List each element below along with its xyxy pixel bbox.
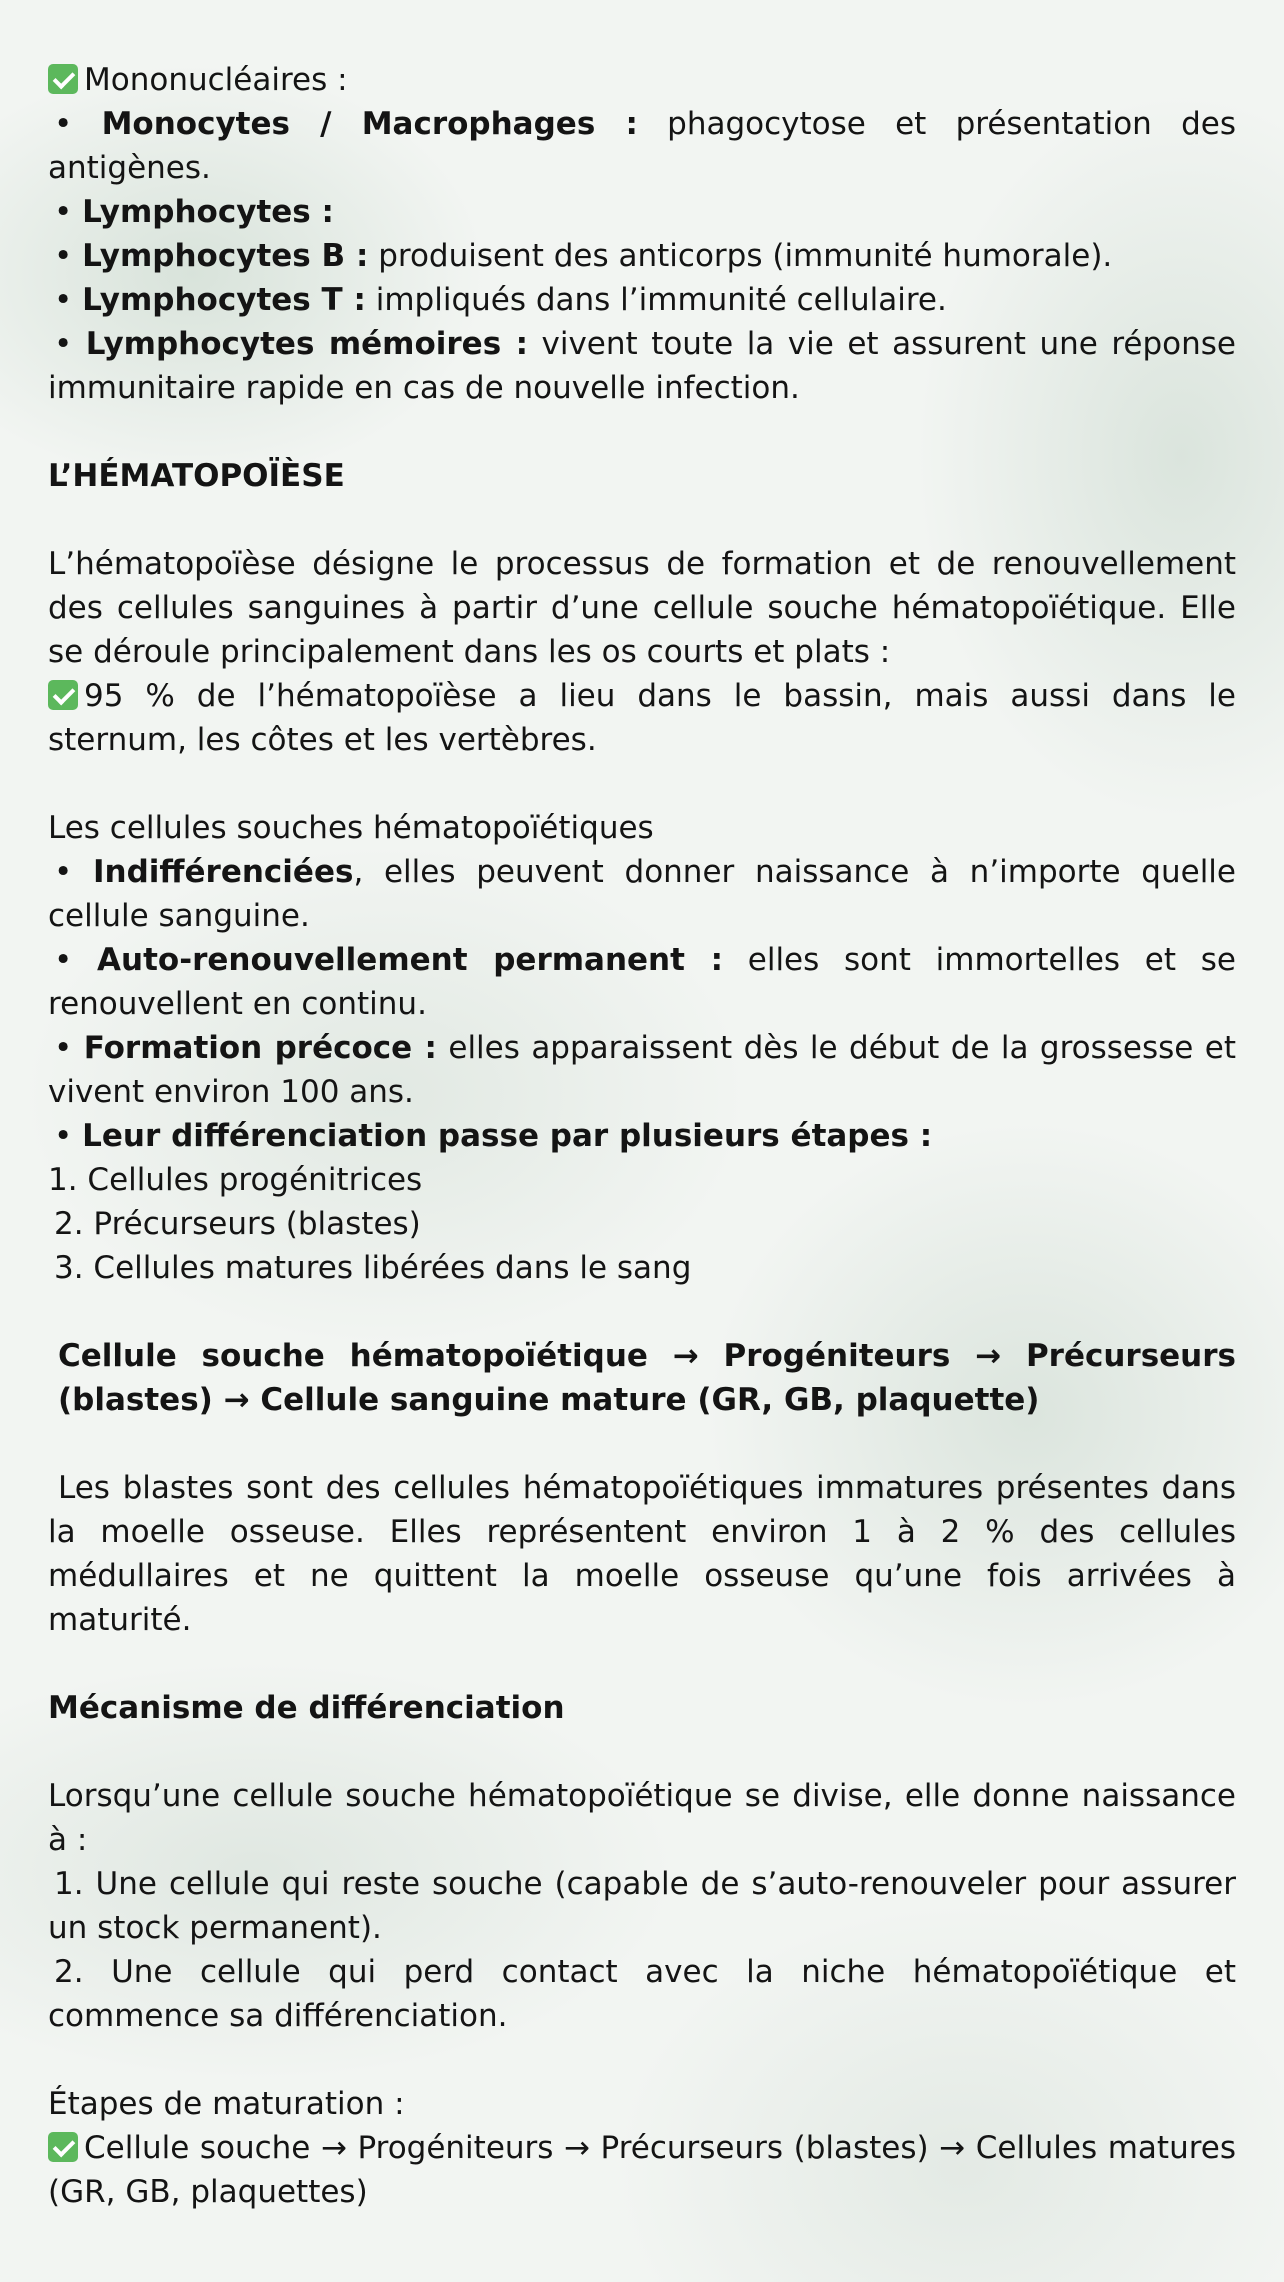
- flow-line: Cellule souche hématopoïétique → Progéniteurs → Précurseurs (blastes) → Cellule sanguine mature (GR, GB, plaquette): [58, 1338, 1236, 1418]
- section-heading: L’HÉMATOPOÏÈSE: [48, 458, 345, 494]
- document-body: [48, 58, 1236, 2214]
- stem-cells-title: Les cellules souches hématopoïétiques: [48, 810, 654, 846]
- list-item: • Lymphocytes :: [54, 194, 334, 230]
- maturation-title: Étapes de maturation :: [48, 2086, 405, 2122]
- list-item: • Monocytes / Macrophages : phagocytose et présentation des antigènes.: [48, 106, 1236, 186]
- list-item: • Lymphocytes mémoires : vivent toute la vie et assurent une réponse immunitaire rapide en cas de nouvelle infection.: [48, 326, 1236, 406]
- maturation-flow: Cellule souche → Progéniteurs → Précurseurs (blastes) → Cellules matures (GR, GB, plaquettes): [48, 2130, 1236, 2210]
- check-mark-icon: [48, 680, 78, 710]
- hematopoiesis-fact: 95 % de l’hématopoïèse a lieu dans le bassin, mais aussi dans le sternum, les côtes et les vertèbres.: [48, 678, 1236, 758]
- list-item: 2. Une cellule qui perd contact avec la niche hématopoïétique et commence sa différenciation.: [48, 1954, 1236, 2034]
- list-item: • Indifférenciées, elles peuvent donner naissance à n’importe quelle cellule sanguine.: [48, 854, 1236, 934]
- list-item: • Formation précoce : elles apparaissent dès le début de la grossesse et vivent environ 100 ans.: [48, 1030, 1236, 1110]
- step-item: 1. Cellules progénitrices: [48, 1162, 423, 1198]
- step-item: 3. Cellules matures libérées dans le sang: [54, 1250, 692, 1286]
- list-item: 1. Une cellule qui reste souche (capable de s’auto-renouveler pour assurer un stock permanent).: [48, 1866, 1236, 1946]
- check-mark-icon: [48, 2132, 78, 2162]
- mechanism-intro: Lorsqu’une cellule souche hématopoïétique se divise, elle donne naissance à :: [48, 1778, 1236, 1858]
- check-mark-icon: [48, 64, 78, 94]
- list-item: • Lymphocytes B : produisent des anticorps (immunité humorale).: [54, 238, 1113, 274]
- hematopoiesis-intro: L’hématopoïèse désigne le processus de formation et de renouvellement des cellules sanguines à partir d’une cellule souche hématopoïétique. Elle se déroule principalement dans les os courts et plats :: [48, 546, 1236, 670]
- step-item: 2. Précurseurs (blastes): [54, 1206, 421, 1242]
- blasts-paragraph: Les blastes sont des cellules hématopoïétiques immatures présentes dans la moelle osseuse. Elles représentent environ 1 à 2 % des cellules médullaires et ne quittent la moelle osseuse qu’une fois arrivées à maturité.: [48, 1470, 1236, 1638]
- list-item: • Leur différenciation passe par plusieurs étapes :: [54, 1118, 933, 1154]
- section-heading: Mécanisme de différenciation: [48, 1690, 565, 1726]
- list-item: • Auto-renouvellement permanent : elles sont immortelles et se renouvellent en continu.: [48, 942, 1236, 1022]
- mononuclear-intro: Mononucléaires :: [48, 58, 1236, 102]
- list-item: • Lymphocytes T : impliqués dans l’immunité cellulaire.: [54, 282, 947, 318]
